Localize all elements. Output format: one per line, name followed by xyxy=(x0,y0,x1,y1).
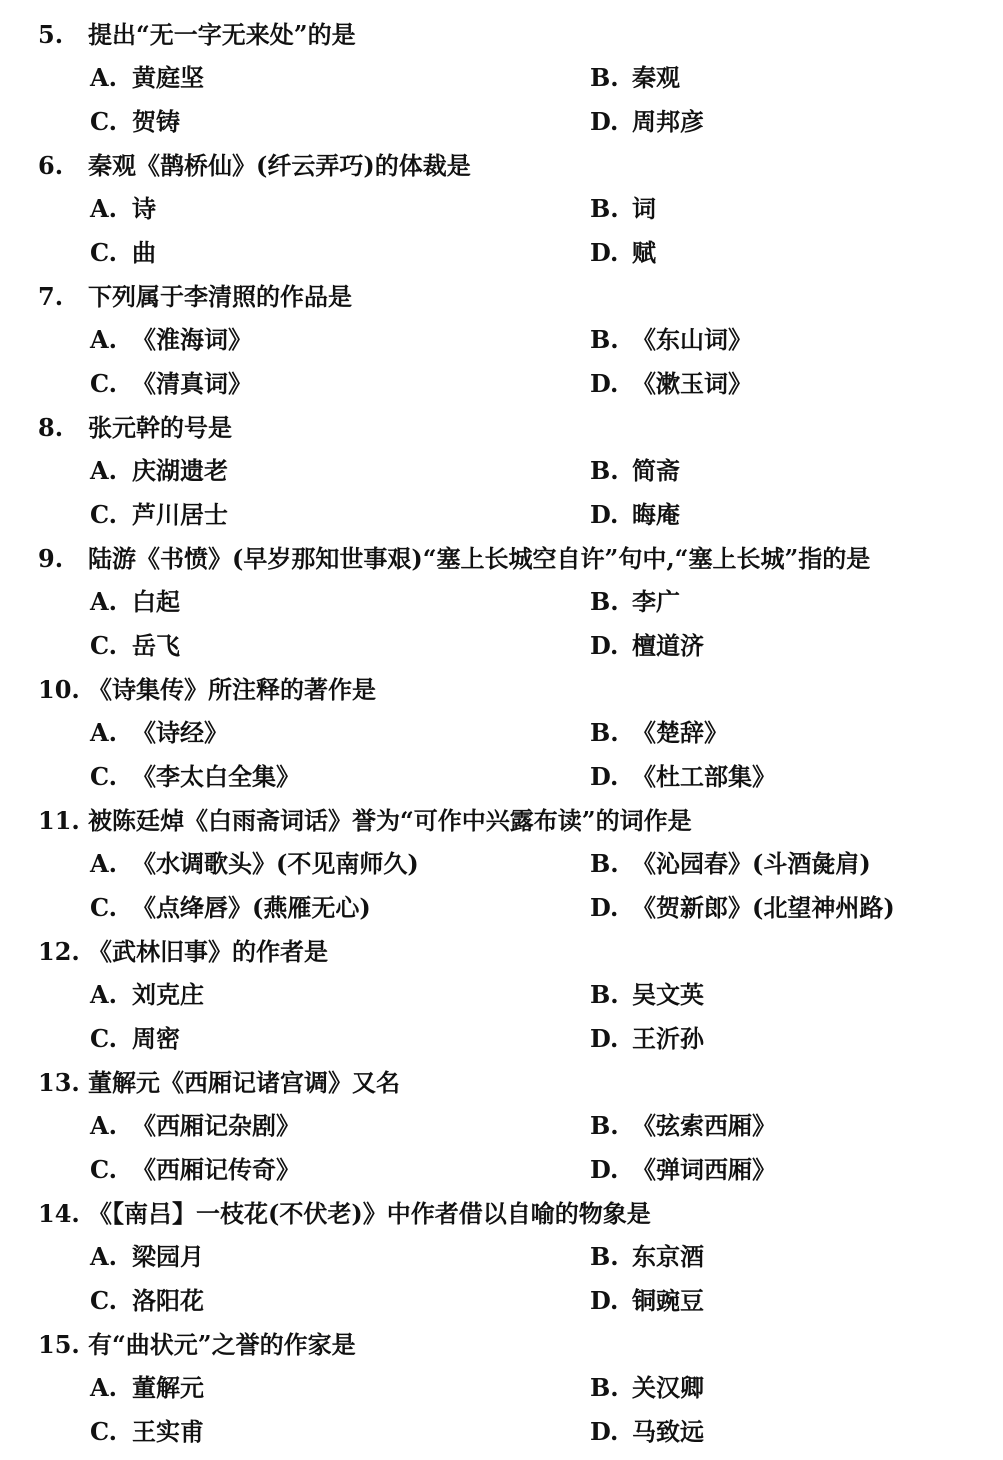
question-text: 陆游《书愤》(早岁那知世事艰)“塞上长城空自许”句中,“塞上长城”指的是 xyxy=(88,544,871,573)
option-a xyxy=(90,849,419,879)
question-number: 10. xyxy=(38,675,80,704)
question-stem xyxy=(38,1199,651,1229)
option-text: 《弹词西厢》 xyxy=(632,1155,776,1184)
question-number: 6. xyxy=(38,151,64,180)
option-d xyxy=(590,1417,704,1447)
option-a xyxy=(90,456,228,486)
question-stem xyxy=(38,282,352,312)
option-letter: D. xyxy=(590,500,619,529)
option-text: 《诗经》 xyxy=(132,718,228,747)
option-letter: C. xyxy=(90,1417,118,1446)
option-letter: B. xyxy=(590,980,619,1009)
option-text: 庆湖遗老 xyxy=(132,456,228,485)
option-text: 黄庭坚 xyxy=(132,63,204,92)
option-letter: D. xyxy=(590,1286,619,1315)
option-text: 周密 xyxy=(132,1024,180,1053)
option-b xyxy=(590,456,680,486)
option-text: 铜豌豆 xyxy=(632,1286,704,1315)
option-text: 《沁园春》(斗酒彘肩) xyxy=(632,849,871,878)
option-text: 《点绛唇》(燕雁无心) xyxy=(132,893,371,922)
option-letter: B. xyxy=(590,63,619,92)
option-text: 《弦索西厢》 xyxy=(632,1111,776,1140)
option-letter: B. xyxy=(590,1111,619,1140)
question-text: 下列属于李清照的作品是 xyxy=(88,282,352,311)
question-10 xyxy=(0,655,1003,791)
option-a xyxy=(90,1111,300,1141)
option-letter: C. xyxy=(90,1286,118,1315)
question-12 xyxy=(0,917,1003,1053)
option-letter: A. xyxy=(90,849,117,878)
question-14 xyxy=(0,1179,1003,1315)
question-13 xyxy=(0,1048,1003,1184)
option-text: 《西厢记传奇》 xyxy=(132,1155,300,1184)
option-b xyxy=(590,1242,704,1272)
option-letter: C. xyxy=(90,238,118,267)
option-letter: D. xyxy=(590,631,619,660)
option-letter: B. xyxy=(590,1242,619,1271)
option-letter: C. xyxy=(90,1155,118,1184)
option-text: 《杜工部集》 xyxy=(632,762,776,791)
question-number: 5. xyxy=(38,20,64,49)
option-letter: B. xyxy=(590,849,619,878)
option-letter: B. xyxy=(590,587,619,616)
option-letter: D. xyxy=(590,1417,619,1446)
option-letter: B. xyxy=(590,456,619,485)
question-stem xyxy=(38,675,376,705)
option-b xyxy=(590,63,680,93)
option-text: 简斋 xyxy=(632,456,680,485)
option-text: 王沂孙 xyxy=(632,1024,704,1053)
option-a xyxy=(90,587,180,617)
option-text: 《楚辞》 xyxy=(632,718,728,747)
option-text: 晦庵 xyxy=(632,500,680,529)
option-letter: D. xyxy=(590,893,619,922)
question-number: 8. xyxy=(38,413,64,442)
option-letter: D. xyxy=(590,238,619,267)
option-a xyxy=(90,1373,204,1403)
option-b xyxy=(590,587,680,617)
option-a xyxy=(90,1242,204,1272)
option-a xyxy=(90,718,228,748)
question-number: 11. xyxy=(38,806,80,835)
question-text: 有“曲状元”之誉的作家是 xyxy=(88,1330,356,1359)
option-text: 岳飞 xyxy=(132,631,180,660)
option-text: 白起 xyxy=(132,587,180,616)
question-text: 《诗集传》所注释的著作是 xyxy=(88,675,376,704)
option-text: 檀道济 xyxy=(632,631,704,660)
option-text: 诗 xyxy=(132,194,156,223)
question-text: 《武林旧事》的作者是 xyxy=(88,937,328,966)
option-text: 东京酒 xyxy=(632,1242,704,1271)
option-text: 秦观 xyxy=(632,63,680,92)
option-b xyxy=(590,1111,776,1141)
option-text: 芦川居士 xyxy=(132,500,228,529)
option-letter: D. xyxy=(590,107,619,136)
question-text: 《【南吕】一枝花(不伏老)》中作者借以自喻的物象是 xyxy=(88,1199,651,1228)
question-6 xyxy=(0,131,1003,267)
option-letter: B. xyxy=(590,1373,619,1402)
question-text: 提出“无一字无来处”的是 xyxy=(88,20,356,49)
option-c xyxy=(90,1417,204,1447)
option-text: 《清真词》 xyxy=(132,369,252,398)
question-number: 15. xyxy=(38,1330,80,1359)
option-text: 《李太白全集》 xyxy=(132,762,300,791)
option-text: 《淮海词》 xyxy=(132,325,252,354)
option-text: 刘克庄 xyxy=(132,980,204,1009)
option-letter: A. xyxy=(90,980,117,1009)
option-letter: C. xyxy=(90,762,118,791)
question-number: 7. xyxy=(38,282,64,311)
question-text: 秦观《鹊桥仙》(纤云弄巧)的体裁是 xyxy=(88,151,471,180)
question-15 xyxy=(0,1310,1003,1446)
question-stem xyxy=(38,937,328,967)
option-letter: C. xyxy=(90,893,118,922)
option-text: 梁园月 xyxy=(132,1242,204,1271)
option-letter: B. xyxy=(590,718,619,747)
option-letter: A. xyxy=(90,587,117,616)
option-a xyxy=(90,194,156,224)
option-letter: D. xyxy=(590,1024,619,1053)
option-letter: C. xyxy=(90,631,118,660)
question-stem xyxy=(38,1330,356,1360)
option-letter: A. xyxy=(90,63,117,92)
question-text: 张元幹的号是 xyxy=(88,413,232,442)
option-text: 吴文英 xyxy=(632,980,704,1009)
option-a xyxy=(90,63,204,93)
option-letter: A. xyxy=(90,1373,117,1402)
option-b xyxy=(590,1373,704,1403)
question-text: 董解元《西厢记诸宫调》又名 xyxy=(88,1068,400,1097)
option-b xyxy=(590,849,871,879)
option-text: 曲 xyxy=(132,238,156,267)
option-a xyxy=(90,325,252,355)
option-letter: C. xyxy=(90,107,118,136)
option-letter: A. xyxy=(90,194,117,223)
option-text: 《漱玉词》 xyxy=(632,369,752,398)
question-number: 14. xyxy=(38,1199,80,1228)
question-number: 12. xyxy=(38,937,80,966)
option-letter: A. xyxy=(90,1111,117,1140)
option-a xyxy=(90,980,204,1010)
option-letter: B. xyxy=(590,194,619,223)
option-letter: D. xyxy=(590,369,619,398)
option-b xyxy=(590,325,752,355)
question-stem xyxy=(38,544,870,574)
option-text: 王实甫 xyxy=(132,1417,204,1446)
option-b xyxy=(590,194,656,224)
question-stem xyxy=(38,806,692,836)
question-stem xyxy=(38,151,471,181)
option-letter: A. xyxy=(90,325,117,354)
option-text: 马致远 xyxy=(632,1417,704,1446)
question-number: 13. xyxy=(38,1068,80,1097)
question-11 xyxy=(0,786,1003,922)
option-text: 《水调歌头》(不见南师久) xyxy=(132,849,419,878)
option-text: 董解元 xyxy=(132,1373,204,1402)
option-text: 《贺新郎》(北望神州路) xyxy=(632,893,895,922)
option-text: 赋 xyxy=(632,238,656,267)
option-letter: B. xyxy=(590,325,619,354)
question-text: 被陈廷焯《白雨斋词话》誉为“可作中兴露布读”的词作是 xyxy=(88,806,692,835)
option-text: 词 xyxy=(632,194,656,223)
option-text: 《东山词》 xyxy=(632,325,752,354)
option-text: 关汉卿 xyxy=(632,1373,704,1402)
option-text: 周邦彦 xyxy=(632,107,704,136)
option-b xyxy=(590,718,728,748)
option-letter: D. xyxy=(590,1155,619,1184)
option-letter: A. xyxy=(90,1242,117,1271)
option-text: 贺铸 xyxy=(132,107,180,136)
option-letter: C. xyxy=(90,369,118,398)
option-letter: C. xyxy=(90,1024,118,1053)
question-5 xyxy=(0,0,1003,136)
option-letter: A. xyxy=(90,456,117,485)
option-letter: D. xyxy=(590,762,619,791)
option-text: 洛阳花 xyxy=(132,1286,204,1315)
question-number: 9. xyxy=(38,544,64,573)
question-stem xyxy=(38,413,232,443)
option-letter: A. xyxy=(90,718,117,747)
question-7 xyxy=(0,262,1003,398)
option-b xyxy=(590,980,704,1010)
option-letter: C. xyxy=(90,500,118,529)
question-stem xyxy=(38,20,356,50)
option-text: 李广 xyxy=(632,587,680,616)
question-stem xyxy=(38,1068,400,1098)
question-9 xyxy=(0,524,1003,660)
option-text: 《西厢记杂剧》 xyxy=(132,1111,300,1140)
question-8 xyxy=(0,393,1003,529)
